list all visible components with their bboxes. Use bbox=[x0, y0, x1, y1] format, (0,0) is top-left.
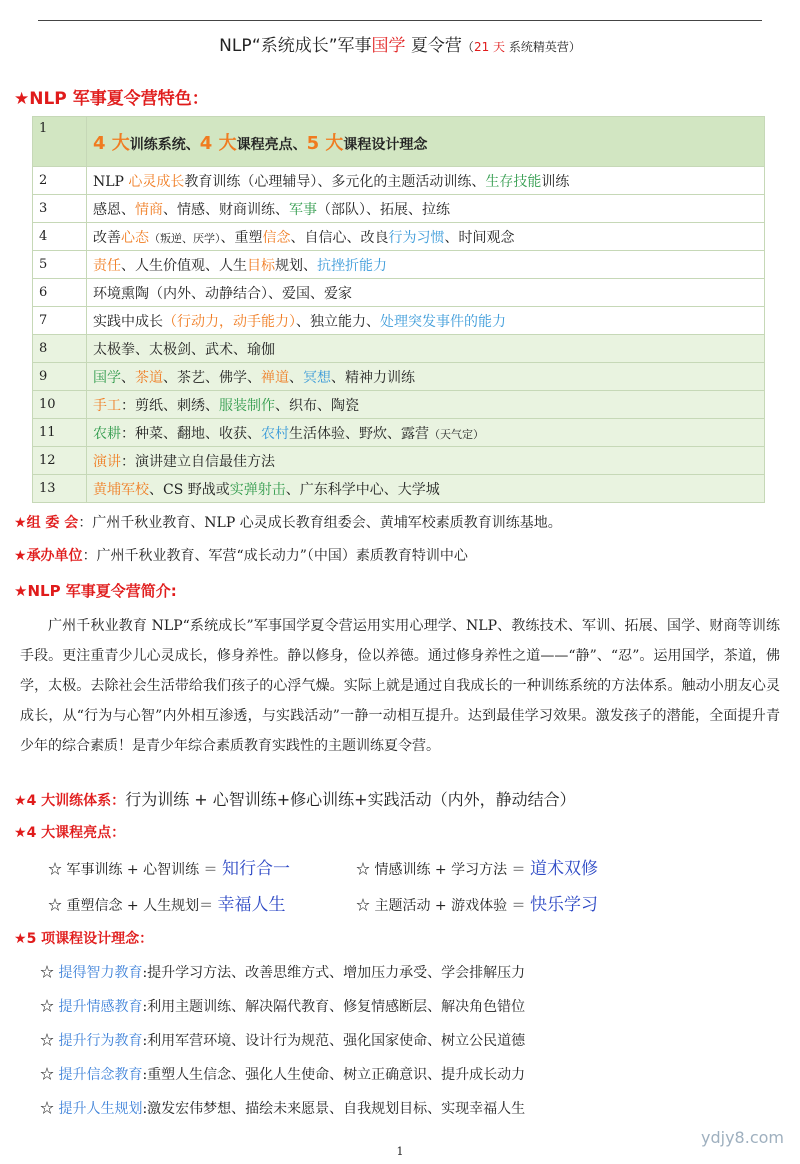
highlight-text: 演讲 bbox=[93, 453, 121, 470]
header-number: 5 大 bbox=[306, 132, 344, 154]
star-outline-icon: ☆ bbox=[40, 999, 54, 1015]
table-cell-content bbox=[87, 335, 765, 363]
star-icon: ★ bbox=[14, 515, 27, 531]
highlight-result: 幸福人生 bbox=[217, 895, 286, 915]
cell-text: 、广东科学中心、大学城 bbox=[285, 481, 440, 498]
intro-heading bbox=[14, 580, 177, 601]
title-main: NLP“系统成长”军事 bbox=[219, 36, 372, 56]
highlight-text: （叛逆、厌学） bbox=[149, 231, 221, 245]
highlight-text: 心态 bbox=[121, 229, 149, 246]
table-cell-content bbox=[87, 419, 765, 447]
highlight-text: 重塑信念 + 人生规划＝ bbox=[66, 898, 218, 914]
concept-label: 提升信念教育 bbox=[58, 1067, 143, 1083]
highlight-text: 实弹射击 bbox=[229, 481, 286, 498]
highlights-heading-text: 4 大课程亮点： bbox=[26, 825, 126, 841]
header-number: 4 大 bbox=[199, 132, 237, 154]
cell-text: 生活体验、野炊、露营 bbox=[289, 425, 429, 442]
header-text: 训练系统、 bbox=[129, 136, 200, 153]
highlight-text: 军事训练 + 心智训练 ＝ bbox=[66, 862, 222, 878]
table-cell-content bbox=[87, 447, 765, 475]
cell-text: 环境熏陶（内外、动静结合）、爱国、爱家 bbox=[93, 285, 352, 302]
systems-line bbox=[14, 787, 576, 810]
table-row bbox=[33, 195, 765, 223]
star-icon: ★ bbox=[14, 793, 27, 809]
highlights-heading bbox=[14, 822, 125, 842]
concepts-heading-text: 5 项课程设计理念： bbox=[26, 931, 154, 947]
concept-text: :重塑人生信念、强化人生使命、树立正确意识、提升成长动力 bbox=[142, 1067, 526, 1083]
table-cell-num: 8 bbox=[33, 335, 87, 363]
concept-text: :利用主题训练、解决隔代教育、修复情感断层、解决角色错位 bbox=[142, 999, 526, 1015]
watermark: ydjy8.com bbox=[701, 1128, 784, 1147]
title-rest: 夏令营 bbox=[405, 36, 462, 56]
highlight-text: 生存技能 bbox=[485, 173, 542, 190]
table-row bbox=[33, 335, 765, 363]
cell-text: 、精神力训练 bbox=[331, 369, 415, 386]
concept-text: :利用军营环境、设计行为规范、强化国家使命、树立公民道德 bbox=[142, 1033, 526, 1049]
features-table bbox=[32, 116, 765, 503]
title-note-open: （ bbox=[461, 40, 474, 54]
concept-label: 提升人生规划 bbox=[58, 1101, 143, 1117]
highlight-text: （天气定） bbox=[429, 427, 484, 441]
table-cell-content bbox=[87, 391, 765, 419]
concept-item bbox=[40, 962, 525, 982]
table-row bbox=[33, 447, 765, 475]
highlight-text: 行为习惯 bbox=[388, 229, 445, 246]
highlight-item bbox=[48, 854, 290, 879]
title-note-days: 21 天 bbox=[473, 40, 506, 54]
header-text: 课程设计理念 bbox=[343, 136, 428, 153]
features-heading bbox=[14, 84, 209, 109]
cell-text: 、情感、财商训练、 bbox=[163, 201, 289, 218]
highlight-text: 心灵成长 bbox=[128, 173, 185, 190]
table-cell-num: 10 bbox=[33, 391, 87, 419]
highlight-text: 抗挫折能力 bbox=[317, 257, 387, 274]
cell-text: 、人生价值观、人生 bbox=[121, 257, 247, 274]
committee-text: ：广州千秋业教育、NLP 心灵成长教育组委会、黄埔军校素质教育训练基地。 bbox=[78, 515, 562, 531]
star-outline-icon: ☆ bbox=[356, 898, 370, 914]
star-outline-icon: ☆ bbox=[40, 1067, 54, 1083]
table-cell-content bbox=[87, 195, 765, 223]
cell-text: 、CS 野战或 bbox=[149, 481, 230, 498]
table-cell-num: 4 bbox=[33, 223, 87, 251]
highlight-text: 禅道 bbox=[261, 369, 289, 386]
table-cell-content bbox=[87, 307, 765, 335]
cell-text: ：演讲建立自信最佳方法 bbox=[121, 453, 275, 470]
highlight-text: 服装制作 bbox=[219, 397, 275, 414]
highlight-item bbox=[48, 890, 286, 915]
title-note-rest: 系统精英营） bbox=[505, 40, 581, 54]
table-cell-content bbox=[87, 475, 765, 503]
cell-text: 训练 bbox=[541, 173, 570, 190]
concept-label: 提升情感教育 bbox=[58, 999, 143, 1015]
cell-text: 改善 bbox=[93, 229, 121, 246]
cell-text: ：剪纸、刺绣、 bbox=[121, 397, 219, 414]
highlight-text: 责任 bbox=[93, 257, 121, 274]
table-cell-content bbox=[87, 251, 765, 279]
concepts-heading bbox=[14, 928, 153, 948]
header-text: 课程亮点、 bbox=[236, 136, 307, 153]
star-outline-icon: ☆ bbox=[40, 1033, 54, 1049]
highlight-text: 农村 bbox=[261, 425, 289, 442]
highlight-text: （行动力，动手能力） bbox=[163, 313, 296, 330]
cell-text: 教育训练（心理辅导）、多元化的主题活动训练、 bbox=[184, 173, 486, 190]
header-number: 4 大 bbox=[93, 132, 130, 154]
cell-text: 、茶艺、佛学、 bbox=[163, 369, 261, 386]
table-cell-content bbox=[87, 223, 765, 251]
committee-line bbox=[14, 512, 562, 532]
page-title bbox=[0, 34, 800, 59]
table-row bbox=[33, 419, 765, 447]
table-header-row bbox=[33, 117, 765, 167]
table-cell-num: 6 bbox=[33, 279, 87, 307]
organizer-label: 承办单位 bbox=[26, 548, 83, 564]
page-number: 1 bbox=[396, 1145, 404, 1158]
star-outline-icon: ☆ bbox=[356, 862, 370, 878]
highlight-result: 道术双修 bbox=[529, 859, 598, 879]
table-cell-num: 5 bbox=[33, 251, 87, 279]
table-cell-num: 11 bbox=[33, 419, 87, 447]
highlight-item bbox=[356, 890, 598, 915]
highlight-text: 信念 bbox=[262, 229, 291, 246]
cell-text: （部队）、拓展、拉练 bbox=[317, 201, 450, 218]
table-cell-content bbox=[87, 167, 765, 195]
cell-text: 感恩、 bbox=[93, 201, 135, 218]
systems-label: 4 大训练体系： bbox=[26, 793, 126, 809]
table-row bbox=[33, 251, 765, 279]
star-icon: ★ bbox=[14, 89, 30, 109]
concept-item bbox=[40, 1064, 525, 1084]
star-icon: ★ bbox=[14, 825, 27, 841]
concept-label: 提升行为教育 bbox=[58, 1033, 143, 1049]
highlight-result: 快乐学习 bbox=[529, 895, 598, 915]
highlight-text: 冥想 bbox=[303, 369, 331, 386]
star-icon: ★ bbox=[14, 582, 28, 600]
highlight-text: 情商 bbox=[135, 201, 163, 218]
cell-text: 、重塑 bbox=[220, 229, 263, 246]
organizer-line bbox=[14, 545, 468, 565]
cell-text: ：种菜、翻地、收获、 bbox=[121, 425, 261, 442]
star-outline-icon: ☆ bbox=[40, 965, 54, 981]
features-heading-part2: 特色： bbox=[157, 89, 209, 109]
highlight-text: 目标 bbox=[247, 257, 275, 274]
concept-item bbox=[40, 1030, 525, 1050]
cell-text: 太极拳、太极剑、武术、瑜伽 bbox=[93, 341, 275, 358]
table-cell-num: 12 bbox=[33, 447, 87, 475]
star-outline-icon: ☆ bbox=[40, 1101, 54, 1117]
highlight-text: 手工 bbox=[93, 397, 121, 414]
systems-text: 行为训练 + 心智训练+修心训练+实践活动（内外，静动结合） bbox=[125, 790, 576, 809]
committee-label: 组 委 会 bbox=[26, 515, 79, 531]
table-cell-num: 7 bbox=[33, 307, 87, 335]
star-icon: ★ bbox=[14, 931, 27, 947]
table-row bbox=[33, 391, 765, 419]
intro-paragraph: 广州千秋业教育 NLP“系统成长”军事国学夏令营运用实用心理学、NLP、教练技术、军训、拓展、国学、财商等训练手段。更注重青少儿心灵成长，修身养性。静以修身，俭以养德。通过修身养性之道——“静”、“忍”。运用国学，茶道，佛学，太极。去除社会生活带给我们孩子的心浮气燥。实际上就是通过自我成长的一种训练系统的方法体系。触动小朋友心灵成长，从“行为与心智”内外相互渗透，与实践活动”一静一动相互提升。达到最佳学习效果。激发孩子的潜能，全面提升青少年的综合素质！是青少年综合素质教育实践性的主题训练夏令营。 bbox=[20, 618, 780, 754]
table-cell-num: 2 bbox=[33, 167, 87, 195]
highlight-text: 主题活动 + 游戏体验 ＝ bbox=[374, 898, 530, 914]
highlight-text: 黄埔军校 bbox=[93, 481, 149, 498]
highlight-text: 情感训练 + 学习方法 ＝ bbox=[374, 862, 530, 878]
star-icon: ★ bbox=[14, 548, 27, 564]
cell-text: 规划、 bbox=[275, 257, 317, 274]
highlight-text: 军事 bbox=[289, 201, 317, 218]
table-row bbox=[33, 363, 765, 391]
cell-text: 、 bbox=[121, 369, 135, 386]
concept-text: :激发宏伟梦想、描绘未来愿景、自我规划目标、实现幸福人生 bbox=[142, 1101, 526, 1117]
cell-text: 实践中成长 bbox=[93, 313, 163, 330]
top-rule bbox=[38, 20, 762, 21]
highlight-text: 茶道 bbox=[135, 369, 163, 386]
table-cell-num: 3 bbox=[33, 195, 87, 223]
cell-text: 、 bbox=[289, 369, 303, 386]
highlight-text: 处理突发事件的能力 bbox=[380, 313, 506, 330]
cell-text: 、自信心、改良 bbox=[290, 229, 389, 246]
concept-text: :提升学习方法、改善思维方式、增加压力承受、学会排解压力 bbox=[142, 965, 526, 981]
table-cell-content bbox=[87, 279, 765, 307]
table-cell-num: 9 bbox=[33, 363, 87, 391]
organizer-text: ：广州千秋业教育、军营“成长动力”（中国）素质教育特训中心 bbox=[82, 548, 468, 564]
highlight-item bbox=[356, 854, 598, 879]
table-cell-num: 1 bbox=[33, 117, 87, 167]
table-row bbox=[33, 167, 765, 195]
table-row bbox=[33, 475, 765, 503]
highlight-result: 知行合一 bbox=[221, 859, 290, 879]
cell-text: NLP bbox=[93, 173, 129, 190]
table-cell-content bbox=[87, 363, 765, 391]
intro-heading-text: NLP 军事夏令营简介: bbox=[27, 582, 177, 600]
cell-text: 、时间观念 bbox=[444, 229, 515, 246]
table-header-cell bbox=[87, 117, 765, 167]
cell-text: 、织布、陶瓷 bbox=[275, 397, 359, 414]
table-cell-num: 13 bbox=[33, 475, 87, 503]
table-row bbox=[33, 307, 765, 335]
cell-text: 、独立能力、 bbox=[296, 313, 380, 330]
concept-item bbox=[40, 996, 525, 1016]
table-row bbox=[33, 279, 765, 307]
star-outline-icon: ☆ bbox=[48, 862, 62, 878]
star-outline-icon: ☆ bbox=[48, 898, 62, 914]
concept-label: 提得智力教育 bbox=[58, 965, 143, 981]
title-highlight: 国学 bbox=[371, 36, 406, 56]
highlight-text: 国学 bbox=[93, 369, 121, 386]
highlight-text: 农耕 bbox=[93, 425, 121, 442]
table-row bbox=[33, 223, 765, 251]
concept-item bbox=[40, 1098, 525, 1118]
features-heading-part1: NLP 军事夏令营 bbox=[29, 89, 158, 109]
